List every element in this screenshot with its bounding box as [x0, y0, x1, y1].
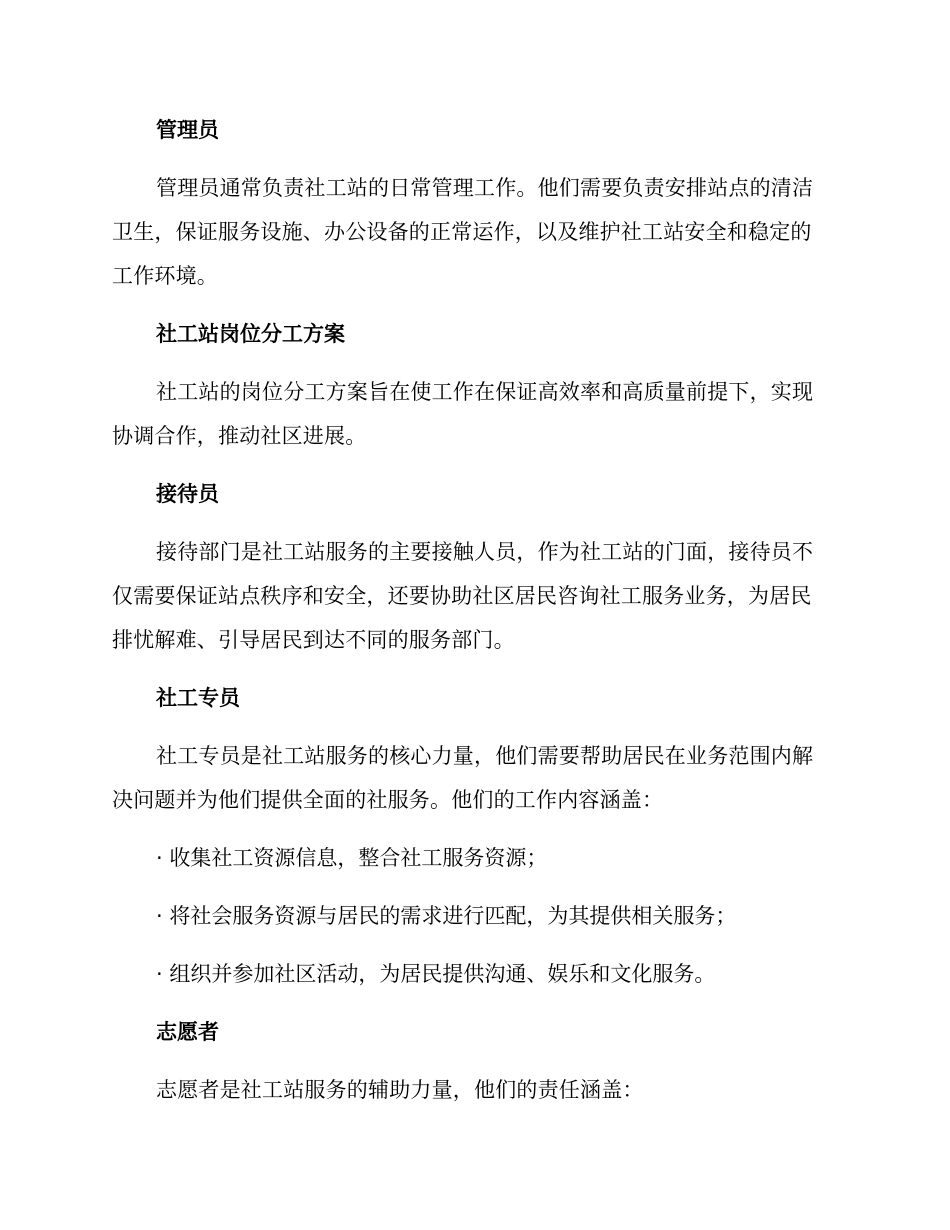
- section-heading-division-plan: 社工站岗位分工方案: [156, 322, 345, 346]
- section-paragraph-division-plan: 社工站的岗位分工方案旨在使工作在保证高效率和高质量前提下，实现协调合作，推动社区进展。: [112, 380, 814, 448]
- document-page: [112, 108, 832, 1112]
- section-paragraph-administrator: 管理员通常负责社工站的日常管理工作。他们需要负责安排站点的清洁卫生，保证服务设施、办公设备的正常运作，以及维护社工站安全和稳定的工作环境。: [112, 176, 814, 288]
- bullet-item: · 将社会服务资源与居民的需求进行匹配，为其提供相关服务；: [156, 904, 737, 928]
- section-paragraph-volunteer: 志愿者是社工站服务的辅助力量，他们的责任涵盖：: [156, 1078, 644, 1102]
- section-heading-administrator: 管理员: [156, 118, 219, 142]
- section-paragraph-receptionist: 接待部门是社工站服务的主要接触人员，作为社工站的门面，接待员不仅需要保证站点秩序和安全，还要协助社区居民咨询社工服务业务，为居民排忧解难、引导居民到达不同的服务部门。: [112, 540, 814, 652]
- section-heading-social-worker: 社工专员: [156, 686, 240, 710]
- bullet-item: · 收集社工资源信息，整合社工服务资源；: [156, 846, 548, 870]
- section-paragraph-social-worker: 社工专员是社工站服务的核心力量，他们需要帮助居民在业务范围内解决问题并为他们提供全面的社服务。他们的工作内容涵盖：: [112, 744, 814, 812]
- bullet-item: · 组织并参加社区活动，为居民提供沟通、娱乐和文化服务。: [156, 962, 716, 986]
- section-heading-volunteer: 志愿者: [156, 1020, 219, 1044]
- section-heading-receptionist: 接待员: [156, 482, 219, 506]
